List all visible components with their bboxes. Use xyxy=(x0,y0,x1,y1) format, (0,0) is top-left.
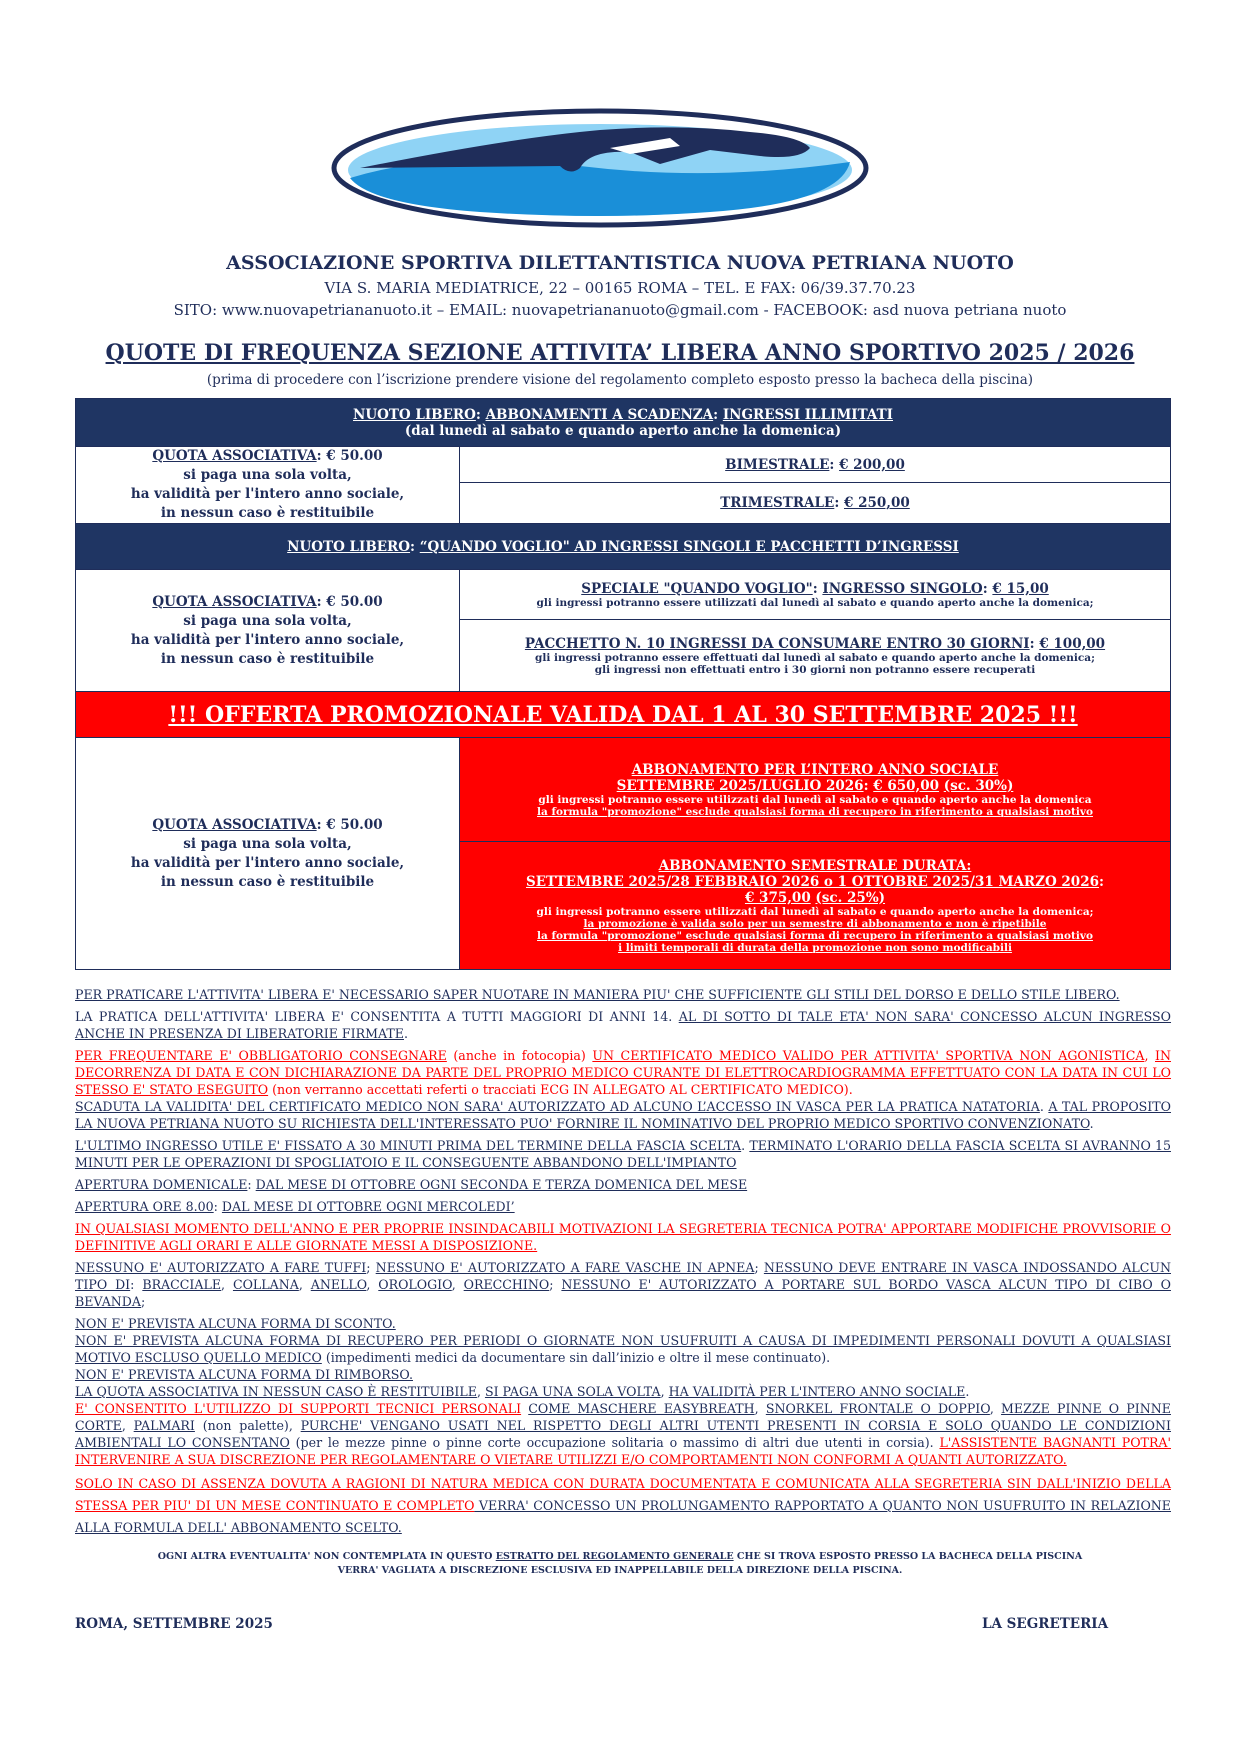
promo-banner: !!! OFFERTA PROMOZIONALE VALIDA DAL 1 AL 30 SETTEMBRE 2025 !!! xyxy=(76,692,1171,738)
rule-8: IN QUALSIASI MOMENTO DELL'ANNO E PER PROPRIE INSINDACABILI MOTIVAZIONI LA SEGRETERIA TECNICA POTRA' APPORTARE MODIFICHE PROVVISORIE O DEFINITIVE AGLI ORARI E ALLE GIORNATE MESSI A DISPOSIZIONE. xyxy=(75,1221,1171,1253)
rule-5: L'ULTIMO INGRESSO UTILE E' FISSATO A 30 MINUTI PRIMA DEL TERMINE DELLA FASCIA SCELTA. TERMINATO L'ORARIO DELLA FASCIA SCELTA SI AVRANNO 15 MINUTI PER LE OPERAZIONI DI SPOGLIATOIO E IL CONSEGUENTE ABBANDONO DELL'IMPIANTO xyxy=(75,1138,1171,1170)
quota-cell-2: QUOTA ASSOCIATIVA: € 50.00 si paga una sola volta, ha validità per l'intero anno sociale, in nessun caso è restituibile xyxy=(76,570,460,692)
address-line: VIA S. MARIA MEDIATRICE, 22 – 00165 ROMA – TEL. E FAX: 06/39.37.70.23 xyxy=(324,279,916,297)
promo-semester-cell: ABBONAMENTO SEMESTRALE DURATA: SETTEMBRE 2025/28 FEBBRAIO 2026 o 1 OTTOBRE 2025/31 MARZO 2026: € 375,00 (sc. 25%) gli ingressi potranno essere utilizzati dal lunedì al sabato e quando aperto anche la domenica; la promozione è valida solo per un semestre di abbonamento e non è ripetibile la formula "promozione" esclude qualsiasi forma di recupero in riferimento a qualsiasi motivo i limiti temporali di durata della promozione non sono modificabili xyxy=(460,842,1171,970)
rule-1: PER PRATICARE L'ATTIVITA' LIBERA E' NECESSARIO SAPER NUOTARE IN MANIERA PIU' CHE SUFFICIENTE GLI STILI DEL DORSO E DELLO STILE LIBERO. xyxy=(75,987,1120,1002)
rule-2: LA PRATICA DELL'ATTIVITA' LIBERA E' CONSENTITA A TUTTI MAGGIORI DI ANNI 14. AL DI SOTTO DI TALE ETA' NON SARA' CONCESSO ALCUN INGRESSO ANCHE IN PRESENZA DI LIBERATORIE FIRMATE. xyxy=(75,1009,1172,1041)
pacchetto-cell: PACCHETTO N. 10 INGRESSI DA CONSUMARE ENTRO 30 GIORNI: € 100,00 gli ingressi potranno essere effettuati dal lunedì al sabato e quando aperto anche la domenica; gli ingressi non effettuati entro i 30 giorni non potranno essere recuperati xyxy=(460,620,1171,692)
swimmer-logo xyxy=(330,108,870,228)
footer-line-2: VERRA' VAGLIATA A DISCREZIONE ESCLUSIVA ED INAPPELLABILE DELLA DIREZIONE DELLA PISCINA. xyxy=(337,1565,903,1576)
quota-cell-3: QUOTA ASSOCIATIVA: € 50.00 si paga una sola volta, ha validità per l'intero anno sociale, in nessun caso è restituibile xyxy=(76,738,460,970)
title-note: (prima di procedere con l’iscrizione prendere visione del regolamento completo esposto presso la bacheca della piscina) xyxy=(206,372,1034,388)
rule-7: APERTURA ORE 8.00: DAL MESE DI OTTOBRE OGNI MERCOLEDI’ xyxy=(75,1199,515,1214)
contacts-line: SITO: www.nuovapetriananuoto.it – EMAIL: nuovapetriananuoto@gmail.com - FACEBOOK: asd nuova petriana nuoto xyxy=(173,301,1067,319)
speciale-cell: SPECIALE "QUANDO VOGLIO": INGRESSO SINGOLO: € 15,00 gli ingressi potranno essere utilizzati dal lunedì al sabato e quando aperto anche la domenica; xyxy=(460,570,1171,620)
section2-header: NUOTO LIBERO: “QUANDO VOGLIO" AD INGRESSI SINGOLI E PACCHETTI D’INGRESSI xyxy=(76,524,1171,570)
place-date: ROMA, SETTEMBRE 2025 xyxy=(75,1616,273,1632)
rule-15: SOLO IN CASO DI ASSENZA DOVUTA A RAGIONI DI NATURA MEDICA CON DURATA DOCUMENTATA E COMUNICATA ALLA SEGRETERIA SIN DALL'INIZIO DELLA STESSA PER PIU' DI UN MESE CONTINUATO E COMPLETO VERRA' CONCESSO UN PROLUNGAMENTO RAPPORTATO A QUANTO NON USUFRUITO IN RELAZIONE ALLA FORMULA DELL' ABBONAMENTO SCELTO. xyxy=(75,1476,1171,1535)
promo-annual-cell: ABBONAMENTO PER L’INTERO ANNO SOCIALE SETTEMBRE 2025/LUGLIO 2026: € 650,00 (sc. 30%) gli ingressi potranno essere utilizzati dal lunedì al sabato e quando aperto anche la domenica la formula "promozione" esclude qualsiasi forma di recupero in riferimento a qualsiasi motivo xyxy=(460,738,1171,842)
rules-section xyxy=(75,986,1171,1544)
bimestrale-cell: BIMESTRALE: € 200,00 xyxy=(460,447,1171,483)
trimestrale-cell: TRIMESTRALE: € 250,00 xyxy=(460,483,1171,524)
rule-9: NESSUNO E' AUTORIZZATO A FARE TUFFI; NESSUNO E' AUTORIZZATO A FARE VASCHE IN APNEA; NESSUNO DEVE ENTRARE IN VASCA INDOSSANDO ALCUN TIPO DI: BRACCIALE, COLLANA, ANELLO, OROLOGIO, ORECCHINO; NESSUNO E' AUTORIZZATO A PORTARE SUL BORDO VASCA ALCUN TIPO DI CIBO O BEVANDA; xyxy=(75,1260,1171,1309)
fees-table xyxy=(75,398,1171,970)
association-name: ASSOCIAZIONE SPORTIVA DILETTANTISTICA NUOVA PETRIANA NUOTO xyxy=(226,252,1014,274)
rule-10: NON E' PREVISTA ALCUNA FORMA DI SCONTO. xyxy=(75,1316,396,1331)
section1-header: NUOTO LIBERO: ABBONAMENTI A SCADENZA: INGRESSI ILLIMITATI (dal lunedì al sabato e quando aperto anche la domenica) xyxy=(76,399,1171,447)
rule-6: APERTURA DOMENICALE: DAL MESE DI OTTOBRE OGNI SECONDA E TERZA DOMENICA DEL MESE xyxy=(75,1177,748,1192)
signature: LA SEGRETERIA xyxy=(982,1616,1109,1632)
rule-13: LA QUOTA ASSOCIATIVA IN NESSUN CASO È RESTITUIBILE, SI PAGA UNA SOLA VOLTA, HA VALIDITÀ PER L'INTERO ANNO SOCIALE. xyxy=(75,1384,970,1399)
rule-14: E' CONSENTITO L'UTILIZZO DI SUPPORTI TECNICI PERSONALI COME MASCHERE EASYBREATH, SNORKEL FRONTALE O DOPPIO, MEZZE PINNE O PINNE CORTE, PALMARI (non palette), PURCHE' VENGANO USATI NEL RISPETTO DEGLI ALTRI UTENTI PRESENTI IN CORSIA E SOLO QUANDO LE CONDIZIONI AMBIENTALI LO CONSENTANO (per le mezze pinne o pinne corte occupazione solitaria o massimo di altri due utenti in corsia). L'ASSISTENTE BAGNANTI POTRA' INTERVENIRE A SUA DISCREZIONE PER REGOLAMENTARE O VIETARE UTILIZZI E/O COMPORTAMENTI NON CONFORMI A QUANTI AUTORIZZATO. xyxy=(75,1401,1171,1467)
rule-12: NON E' PREVISTA ALCUNA FORMA DI RIMBORSO. xyxy=(75,1367,413,1382)
page-title: QUOTE DI FREQUENZA SEZIONE ATTIVITA’ LIBERA ANNO SPORTIVO 2025 / 2026 xyxy=(105,340,1135,366)
rule-11: NON E' PREVISTA ALCUNA FORMA DI RECUPERO PER PERIODI O GIORNATE NON USUFRUITI A CAUSA DI IMPEDIMENTI PERSONALI DOVUTI A QUALSIASI MOTIVO ESCLUSO QUELLO MEDICO (impedimenti medici da documentare sin dall’inizio e oltre il mese continuato). xyxy=(75,1333,1171,1365)
quota-cell-1: QUOTA ASSOCIATIVA: € 50.00 si paga una sola volta, ha validità per l'intero anno sociale, in nessun caso è restituibile xyxy=(76,447,460,524)
footer-line-1: OGNI ALTRA EVENTUALITA' NON CONTEMPLATA IN QUESTO ESTRATTO DEL REGOLAMENTO GENERALE CHE SI TROVA ESPOSTO PRESSO LA BACHECA DELLA PISCINA xyxy=(157,1551,1083,1562)
rule-3: PER FREQUENTARE E' OBBLIGATORIO CONSEGNARE (anche in fotocopia) UN CERTIFICATO MEDICO VALIDO PER ATTIVITA' SPORTIVA NON AGONISTICA, IN DECORRENZA DI DATA E CON DICHIARAZIONE DA PARTE DEL PROPRIO MEDICO CURANTE DI ELETTROCARDIOGRAMMA EFFETTUATO CON LA DATA IN CUI LO STESSO E' STATO ESEGUITO (non verranno accettati referti o tracciati ECG IN ALLEGATO AL CERTIFICATO MEDICO). SCADUTA LA VALIDITA' DEL CERTIFICATO MEDICO NON SARA' AUTORIZZATO AD ALCUNO L’ACCESSO IN VASCA PER LA PRATICA NATATORIA. A TAL PROPOSITO LA NUOVA PETRIANA NUOTO SU RICHIESTA DELL'INTERESSATO PUO' FORNIRE IL NOMINATIVO DEL PROPRIO MEDICO SPORTIVO CONVENZIONATO. xyxy=(75,1048,1171,1131)
